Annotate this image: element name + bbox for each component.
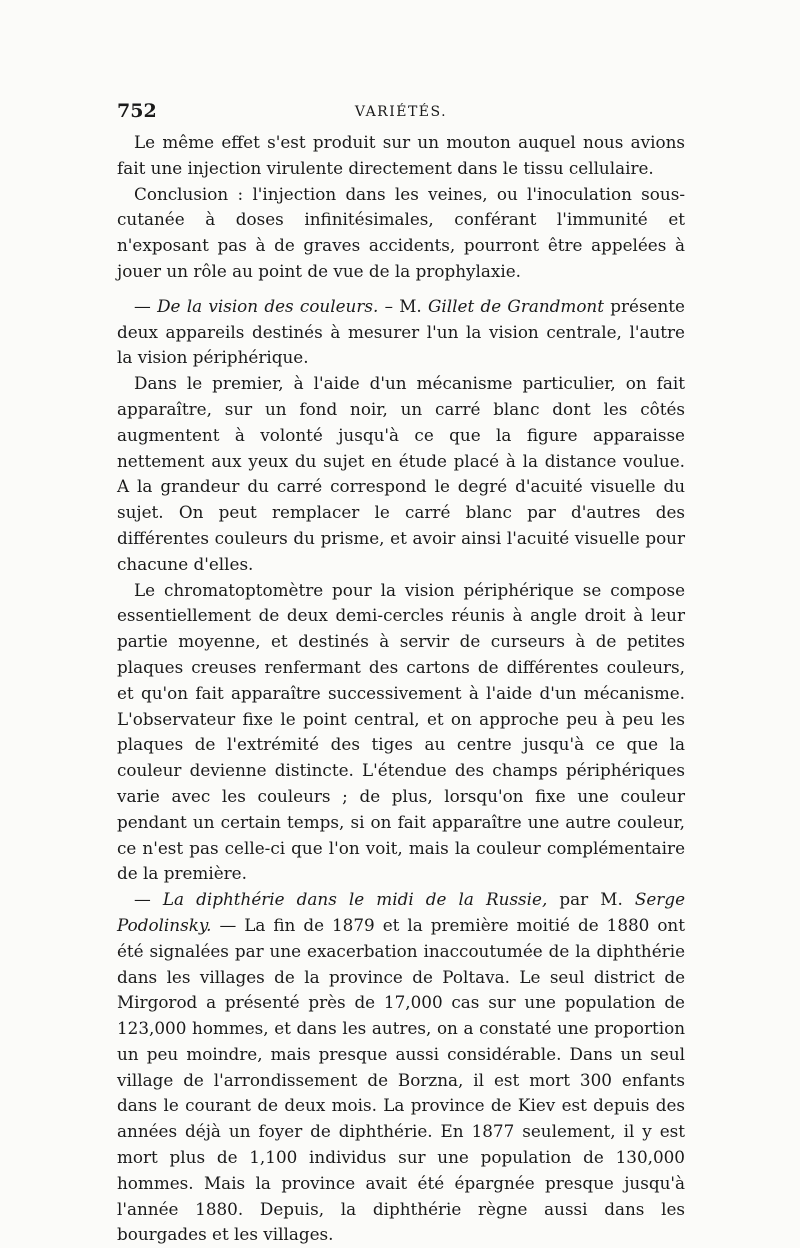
running-title: VARIÉTÉS. [354,104,448,120]
paragraph-conclusion: Conclusion : l'injection dans les veines, ou l'inoculation sous-cutanée à doses infinitésimales, conférant l'immunité et n'exposant pas à de graves accidents, pourront être appelées à jouer un rôle au point de vue de la prophylaxie. [117,183,685,281]
separator: par M. [547,889,635,910]
paragraph-mouton: Le même effet s'est produit sur un mouton auquel nous avions fait une injection virulente directement dans le tissu cellulaire. [117,132,685,178]
em-dash: — [134,295,158,316]
author-podolinsky: Serge Podolinsky. [117,889,685,935]
paragraph-vision-couleurs [117,294,685,371]
book-page [117,100,685,1248]
paragraph-premier-appareil: Dans le premier, à l'aide d'un mécanisme particulier, on fait apparaître, sur un fond noir, un carré blanc dont les côtés augmentent à volonté jusqu'à ce que la figure apparaisse nettement aux yeux du sujet en étude placé à la distance voulue. A la grandeur du carré correspond le degré d'acuité visuelle du sujet. On peut remplacer le carré blanc par d'autres des différentes couleurs du prisme, et avoir ainsi l'acuité visuelle pour chacune d'elles. [117,373,685,574]
page-number: 752 [117,100,157,122]
section-title-vision: De la vision des couleurs. [157,295,379,316]
paragraph-text: présente deux appareils destinés à mesurer l'un la vision centrale, l'autre la vision périphérique. [117,295,685,368]
paragraph-diphtherie [117,887,685,1248]
running-head [117,100,685,126]
author-gillet: Gillet de Grandmont [428,295,604,316]
separator: – M. [378,295,429,316]
body-text [117,130,685,1248]
paragraph-text: — La fin de 1879 et la première moitié de 1880 ont été signalées par une exacerbation inaccoutumée de la diphthérie dans les villages de la province de Poltava. Le seul district de Mirgorod a présenté près de 17,000 cas sur une population de 123,000 hommes, et dans les autres, on a constaté une proportion un peu moindre, mais presque aussi considérable. Dans un seul village de l'arrondissement de Borzna, il est mort 300 enfants dans le courant de deux mois. La province de Kiev est depuis des années déjà un foyer de diphthérie. En 1877 seulement, il y est mort plus de 1,100 individus sur une population de 130,000 hommes. Mais la province avait été épargnée presque jusqu'à l'année 1880. Depuis, la diphthérie règne aussi dans les bourgades et les villages. [117,914,685,1245]
em-dash: — [134,889,163,910]
paragraph-chromatoptometre: Le chromatoptomètre pour la vision périphérique se compose essentiellement de deux demi-cercles réunis à angle droit à leur partie moyenne, et destinés à servir de curseurs à de petites plaques creuses renfermant des cartons de différentes couleurs, et qu'on fait apparaître successivement à l'aide d'un mécanisme. L'observateur fixe le point central, et on approche peu à peu les plaques de l'extrémité des tiges au centre jusqu'à ce que la couleur devienne distincte. L'étendue des champs périphériques varie avec les couleurs ; de plus, lorsqu'on fixe une couleur pendant un certain temps, si on fait apparaître une autre couleur, ce n'est pas celle-ci que l'on voit, mais la couleur complémentaire de la première. [117,579,685,884]
section-title-diphtherie: La diphthérie dans le midi de la Russie, [162,889,548,910]
